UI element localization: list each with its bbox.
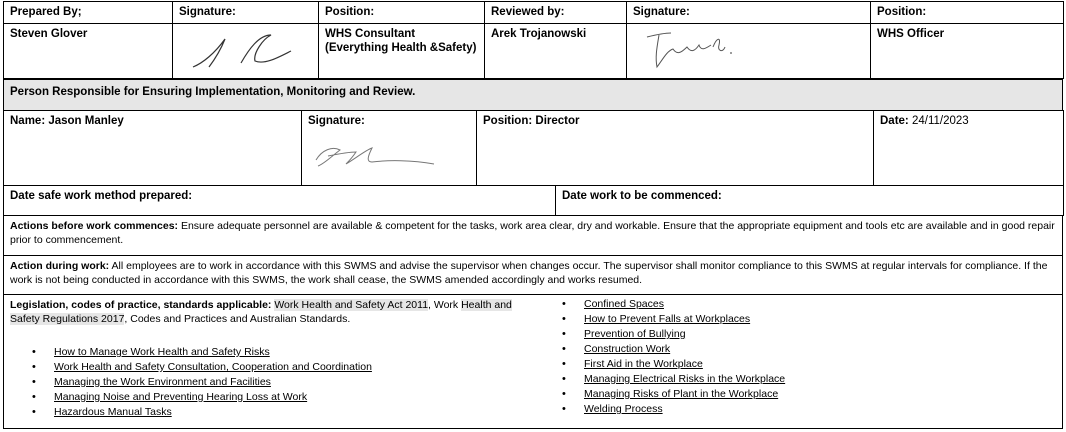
legislation-regs: Health and Safety Regulations 2017	[10, 299, 512, 325]
reviewer-signature-icon	[633, 27, 753, 75]
code-link-electrical[interactable]: Managing Electrical Risks in the Workplace	[584, 373, 786, 385]
legislation-left-list	[6, 345, 526, 420]
responsible-name: Name: Jason Manley	[4, 111, 302, 186]
code-link-first-aid[interactable]: First Aid in the Workplace	[584, 358, 703, 370]
legislation-table	[3, 294, 1063, 429]
reviewer-signature-cell	[627, 24, 871, 79]
legislation-sep: , Work	[428, 299, 462, 311]
preparer-position-line2: (Everything Health &Safety)	[325, 42, 477, 54]
responsible-signature-label: Signature:	[308, 115, 365, 127]
list-item	[536, 387, 1036, 402]
preparer-position-line1: WHS Consultant	[325, 28, 416, 40]
preparer-signature-cell	[173, 24, 319, 79]
date-value: 24/11/2023	[911, 115, 969, 127]
code-link-welding[interactable]: Welding Process	[584, 403, 663, 415]
actions-before-text: Ensure adequate personnel are available & competent for the tasks, work area clear, dry and workable. Ensure that the appropriate equipment and tools etc are available and in good repair prior to commencement.	[10, 220, 1055, 246]
code-link-noise[interactable]: Managing Noise and Preventing Hearing Loss at Work	[54, 391, 308, 403]
responsible-heading: Person Responsible for Ensuring Implementation, Monitoring and Review.	[4, 80, 1063, 111]
date-commenced-label: Date work to be commenced:	[556, 186, 1064, 216]
list-item	[6, 345, 526, 360]
dates-table	[3, 185, 1064, 216]
list-item	[536, 327, 1036, 342]
code-link-construction[interactable]: Construction Work	[584, 343, 671, 355]
code-link-manual-tasks[interactable]: Hazardous Manual Tasks	[54, 406, 172, 418]
responsible-heading-table	[3, 79, 1063, 111]
list-item	[536, 402, 1036, 417]
position-label: Position:	[319, 2, 485, 24]
reviewer-name: Arek Trojanowski	[485, 24, 627, 79]
list-item	[6, 390, 526, 405]
date-prepared-label: Date safe work method prepared:	[4, 186, 556, 216]
actions-before-table	[3, 215, 1063, 256]
prepared-by-label: Prepared By;	[4, 2, 173, 24]
action-during-text: All employees are to work in accordance with this SWMS and advise the supervisor when changes occur. The supervisor shall monitor compliance to this SWMS at regular intervals for compliance. If the work is not being conducted in accordance with this SWMS, the work shall cease, the SWMS amended accordingly and works resumed.	[10, 260, 1048, 286]
legislation-cell	[4, 295, 1063, 429]
preparer-position	[319, 24, 485, 79]
reviewer-signature-label: Signature:	[627, 2, 871, 24]
list-item	[536, 312, 1036, 327]
action-during-table	[3, 255, 1063, 295]
legislation-tail: , Codes and Practices and Australian Standards.	[124, 313, 351, 325]
responsible-date	[874, 111, 1064, 186]
list-item	[6, 405, 526, 420]
reviewer-position: WHS Officer	[871, 24, 1064, 79]
reviewed-by-label: Reviewed by:	[485, 2, 627, 24]
legislation-act: Work Health and Safety Act 2011	[274, 299, 429, 311]
list-item	[536, 372, 1036, 387]
actions-before-label: Actions before work commences:	[10, 220, 179, 232]
code-link-work-environment[interactable]: Managing the Work Environment and Facilities	[54, 376, 271, 388]
prepared-by-name: Steven Glover	[4, 24, 173, 79]
code-link-manage-risks[interactable]: How to Manage Work Health and Safety Risks	[54, 346, 270, 358]
reviewer-position-label: Position:	[871, 2, 1064, 24]
code-link-bullying[interactable]: Prevention of Bullying	[584, 328, 686, 340]
signature-label: Signature:	[173, 2, 319, 24]
list-item	[536, 357, 1036, 372]
legislation-intro	[10, 298, 540, 326]
actions-before-cell	[4, 216, 1063, 256]
approval-table	[3, 1, 1064, 79]
list-item	[536, 342, 1036, 357]
list-item	[6, 360, 526, 375]
date-label: Date:	[880, 115, 909, 127]
list-item	[536, 297, 1036, 312]
legislation-label: Legislation, codes of practice, standards applicable:	[10, 299, 272, 311]
code-link-consultation[interactable]: Work Health and Safety Consultation, Cooperation and Coordination	[54, 361, 372, 373]
preparer-signature-icon	[179, 27, 309, 75]
responsible-signature-icon	[308, 134, 448, 174]
responsible-table	[3, 110, 1064, 186]
responsible-position: Position: Director	[477, 111, 874, 186]
code-link-confined-spaces[interactable]: Confined Spaces	[584, 298, 664, 310]
action-during-cell	[4, 256, 1063, 295]
responsible-signature-cell	[302, 111, 477, 186]
legislation-right-list	[536, 297, 1036, 417]
code-link-falls[interactable]: How to Prevent Falls at Workplaces	[584, 313, 751, 325]
list-item	[6, 375, 526, 390]
action-during-label: Action during work:	[10, 260, 110, 272]
code-link-plant[interactable]: Managing Risks of Plant in the Workplace	[584, 388, 779, 400]
